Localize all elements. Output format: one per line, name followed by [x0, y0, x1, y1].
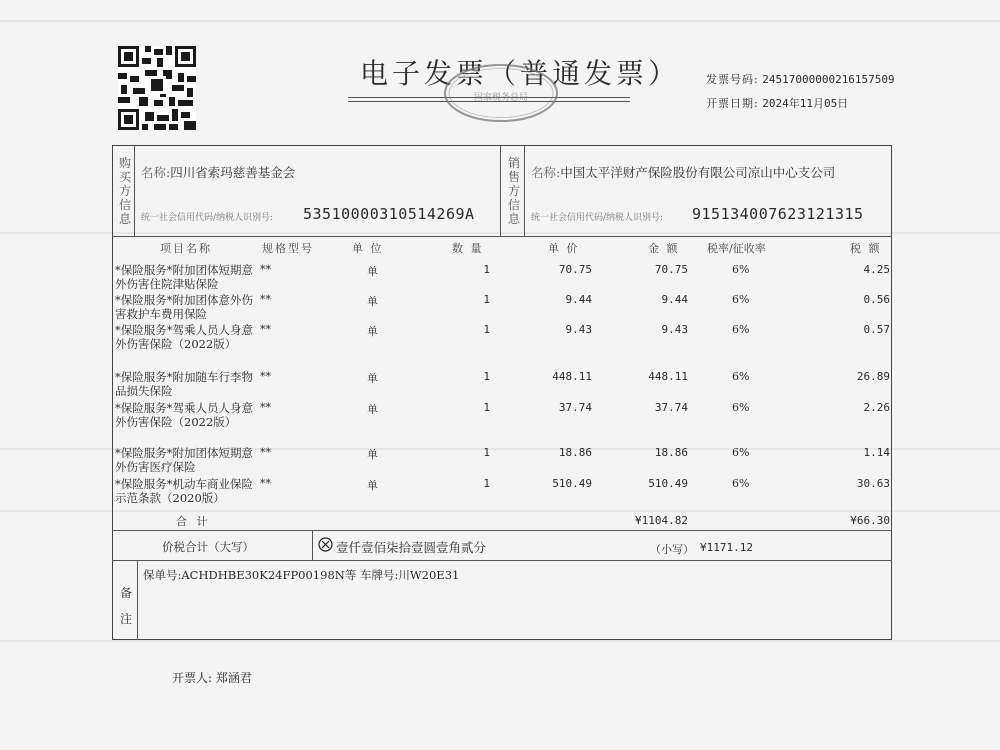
divider	[524, 145, 525, 236]
item-unit: 单	[367, 372, 378, 385]
item-spec: **	[260, 263, 271, 276]
seller-section-label: 销售方信息	[507, 156, 520, 226]
item-rate: 6%	[732, 477, 750, 490]
item-tax: 4.25	[863, 263, 890, 276]
item-price: 9.44	[565, 293, 592, 306]
seller-name-value: 中国太平洋财产保险股份有限公司凉山中心支公司	[560, 165, 836, 180]
item-rate: 6%	[732, 401, 750, 414]
item-qty: 1	[483, 263, 490, 276]
item-tax: 2.26	[863, 401, 890, 414]
item-amount: 448.11	[648, 370, 688, 383]
item-name: *保险服务*驾乘人员人身意外伤害保险（2022版）	[115, 401, 253, 429]
item-qty: 1	[483, 323, 490, 336]
buyer-name-value: 四川省索玛慈善基金会	[170, 165, 296, 180]
invoice-date-value: 2024年11月05日	[762, 97, 849, 110]
column-header-rate: 税率/征收率	[707, 242, 766, 255]
item-tax: 30.63	[856, 477, 890, 490]
item-unit: 单	[367, 265, 378, 278]
divider	[112, 530, 892, 531]
item-price: 9.43	[565, 323, 592, 336]
divider	[312, 530, 313, 560]
item-spec: **	[260, 477, 271, 490]
item-spec: **	[260, 293, 271, 306]
item-price: 70.75	[558, 263, 592, 276]
item-amount: 70.75	[654, 263, 688, 276]
item-tax: 0.56	[863, 293, 890, 306]
column-header-item: 项目名称	[160, 242, 212, 255]
item-name: *保险服务*附加团体意外伤害救护车费用保险	[115, 293, 253, 321]
buyer-section-label: 购买方信息	[118, 156, 131, 226]
item-spec: **	[260, 401, 271, 414]
divider	[112, 236, 892, 237]
item-name: *保险服务*附加随车行李物品损失保险	[115, 370, 253, 398]
total-small-value: ¥1171.12	[700, 541, 753, 554]
item-unit: 单	[367, 325, 378, 338]
item-rate: 6%	[732, 323, 750, 336]
item-spec: **	[260, 446, 271, 459]
item-rate: 6%	[732, 293, 750, 306]
item-rate: 6%	[732, 446, 750, 459]
scan-streak	[0, 20, 1000, 22]
item-unit: 单	[367, 479, 378, 492]
summary-amount: ¥1104.82	[635, 514, 688, 527]
item-qty: 1	[483, 401, 490, 414]
remarks-label	[119, 580, 133, 632]
summary-tax: ¥66.30	[850, 514, 890, 527]
tax-seal-icon	[442, 62, 560, 124]
drawer-label: 开票人:	[172, 671, 213, 685]
item-amount: 9.44	[661, 293, 688, 306]
seller-taxid-label: 统一社会信用代码/纳税人识别号:	[531, 213, 664, 223]
remarks-text: 保单号:ACHDHBE30K24FP00198N等 车牌号:川W20E31	[143, 568, 460, 582]
item-qty: 1	[483, 293, 490, 306]
item-name: *保险服务*附加团体短期意外伤害住院津贴保险	[115, 263, 253, 291]
seller-name-label: 名称:	[531, 165, 561, 180]
column-header-amount: 金 额	[648, 242, 680, 255]
item-amount: 510.49	[648, 477, 688, 490]
item-rate: 6%	[732, 263, 750, 276]
item-price: 18.86	[558, 446, 592, 459]
item-unit: 单	[367, 295, 378, 308]
total-label: 价税合计（大写）	[162, 540, 254, 554]
remarks-label-top: 备	[119, 586, 132, 600]
column-header-qty: 数 量	[452, 242, 484, 255]
item-unit: 单	[367, 448, 378, 461]
seller-taxid-value: 915134007623121315	[692, 205, 864, 223]
item-name: *保险服务*机动车商业保险示范条款（2020版）	[115, 477, 253, 505]
item-rate: 6%	[732, 370, 750, 383]
divider	[112, 560, 892, 561]
item-tax: 26.89	[856, 370, 890, 383]
item-spec: **	[260, 323, 271, 336]
column-header-price: 单 价	[548, 242, 580, 255]
item-tax: 0.57	[863, 323, 890, 336]
remarks-label-bottom: 注	[119, 612, 132, 626]
circled-x-icon	[318, 537, 333, 552]
item-amount: 18.86	[654, 446, 688, 459]
total-in-words: 壹仟壹佰柒拾壹圆壹角贰分	[336, 540, 487, 555]
column-header-unit: 单 位	[352, 242, 384, 255]
invoice-title: 电子发票（普通发票）	[360, 57, 681, 90]
item-qty: 1	[483, 370, 490, 383]
item-price: 448.11	[552, 370, 592, 383]
invoice-date-label: 开票日期:	[706, 97, 759, 110]
item-price: 510.49	[552, 477, 592, 490]
column-header-spec: 规格型号	[262, 242, 314, 255]
drawer	[172, 669, 252, 686]
invoice-number-label: 发票号码:	[706, 73, 759, 86]
item-name: *保险服务*附加团体短期意外伤害医疗保险	[115, 446, 253, 474]
qr-code-icon	[118, 46, 196, 130]
item-qty: 1	[483, 477, 490, 490]
summary-label: 合 计	[176, 515, 211, 528]
divider	[500, 145, 501, 236]
item-qty: 1	[483, 446, 490, 459]
invoice-number-value: 24517000000216157509	[762, 73, 895, 86]
item-amount: 37.74	[654, 401, 688, 414]
buyer-name	[141, 163, 295, 181]
item-spec: **	[260, 370, 271, 383]
invoice-number	[706, 71, 895, 87]
seller-name	[531, 163, 835, 181]
buyer-name-label: 名称:	[141, 165, 171, 180]
seal-text: 国家税务总局	[473, 93, 529, 103]
item-name: *保险服务*驾乘人员人身意外伤害保险（2022版）	[115, 323, 253, 351]
item-unit: 单	[367, 403, 378, 416]
divider	[134, 145, 135, 236]
item-amount: 9.43	[661, 323, 688, 336]
item-price: 37.74	[558, 401, 592, 414]
drawer-name: 郑涵君	[215, 671, 252, 685]
column-header-tax: 税 额	[850, 242, 882, 255]
scan-streak	[0, 640, 1000, 642]
invoice-date	[706, 95, 848, 111]
divider	[137, 560, 138, 640]
buyer-taxid-label: 统一社会信用代码/纳税人识别号:	[141, 213, 274, 223]
total-small-label: （小写）	[650, 543, 694, 556]
buyer-taxid-value: 53510000310514269A	[303, 205, 475, 223]
item-tax: 1.14	[863, 446, 890, 459]
